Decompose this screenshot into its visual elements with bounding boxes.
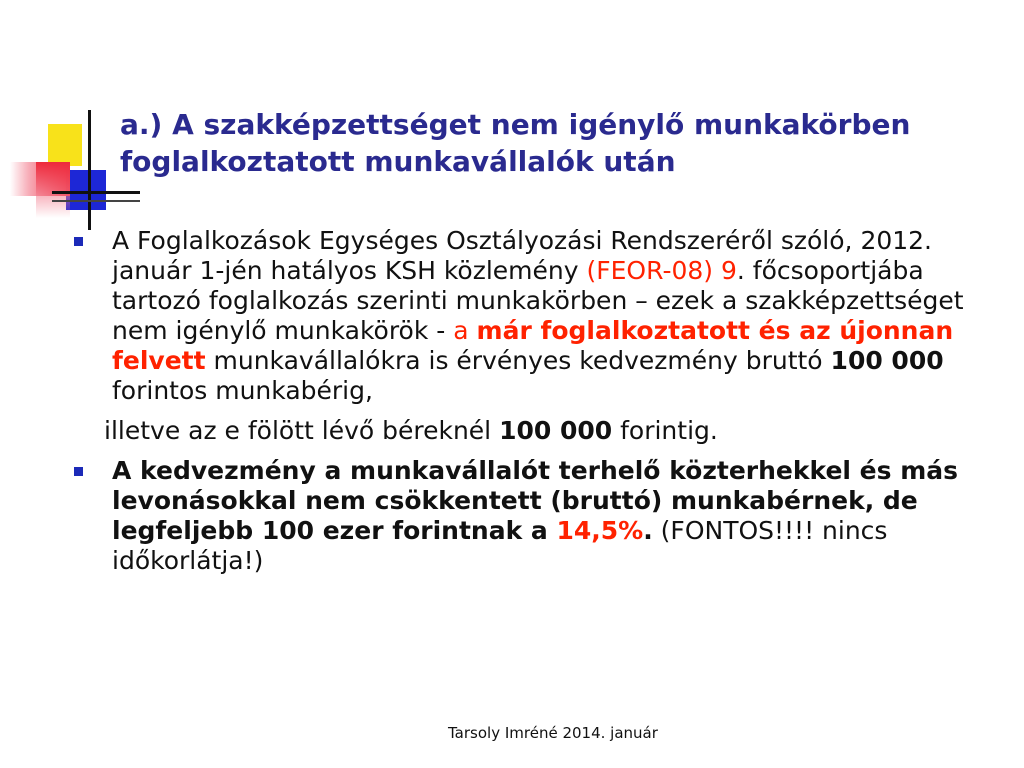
continuation-text-1: illetve az e fölött lévő béreknél xyxy=(104,416,500,445)
horizontal-line xyxy=(52,191,140,194)
slide-title-line-1: a.) A szakképzettséget nem igénylő munkakörben xyxy=(120,108,911,141)
square-bullet-icon xyxy=(74,237,83,246)
continuation-amount: 100 000 xyxy=(499,416,613,445)
slide-title-line-2: foglalkoztatott munkavállalók után xyxy=(120,145,676,178)
slide-body xyxy=(72,226,1002,586)
bullet2-text-1: A kedvezmény a munkavállalót terhelő közterhekkel és más levonásokkal nem csökkentett (bruttó) munkabérnek, de legfeljebb 100 ezer forintnak a xyxy=(112,456,959,545)
bullet-discount xyxy=(72,456,1002,576)
bullet1-feor-code: (FEOR-08) 9 xyxy=(586,256,737,285)
square-bullet-icon xyxy=(74,467,83,476)
bullet1-text-3: . főcsoportjába tartozó foglalkozás szerinti munkakörben – ezek a szakképzettséget nem igénylő munkakörök - xyxy=(112,256,964,345)
bullet1-emphasis: már foglalkoztatott és az újonnan felvett xyxy=(112,316,954,375)
slide-title xyxy=(120,106,1000,180)
bullet1-text-8: forintos munkabérig, xyxy=(112,376,373,405)
blue-square xyxy=(66,170,106,210)
bullet2-rate: 14,5% xyxy=(556,516,644,545)
bullet1-amount: 100 000 xyxy=(830,346,944,375)
horizontal-line-secondary xyxy=(52,200,140,202)
bullet1-text-4: a xyxy=(453,316,477,345)
bullet-continuation xyxy=(72,416,1002,446)
bullet2-note: (FONTOS!!!! nincs időkorlátja!) xyxy=(112,516,888,575)
bullet1-text-6: munkavállalókra is érvényes kedvezmény bruttó xyxy=(205,346,831,375)
bullet-feor xyxy=(72,226,1002,406)
red-gradient-block xyxy=(36,162,70,218)
bullet1-text-1: A Foglalkozások Egységes Osztályozási Rendszeréről szóló, 2012. január 1-jén hatályos KSH közlemény xyxy=(112,226,933,285)
continuation-text-3: forintig. xyxy=(612,416,718,445)
bullet2-period: . xyxy=(643,516,653,545)
decorative-squares-logo xyxy=(0,0,140,240)
vertical-line xyxy=(88,110,91,230)
slide-footer: Tarsoly Imréné 2014. január xyxy=(448,724,658,742)
yellow-square xyxy=(48,124,82,166)
